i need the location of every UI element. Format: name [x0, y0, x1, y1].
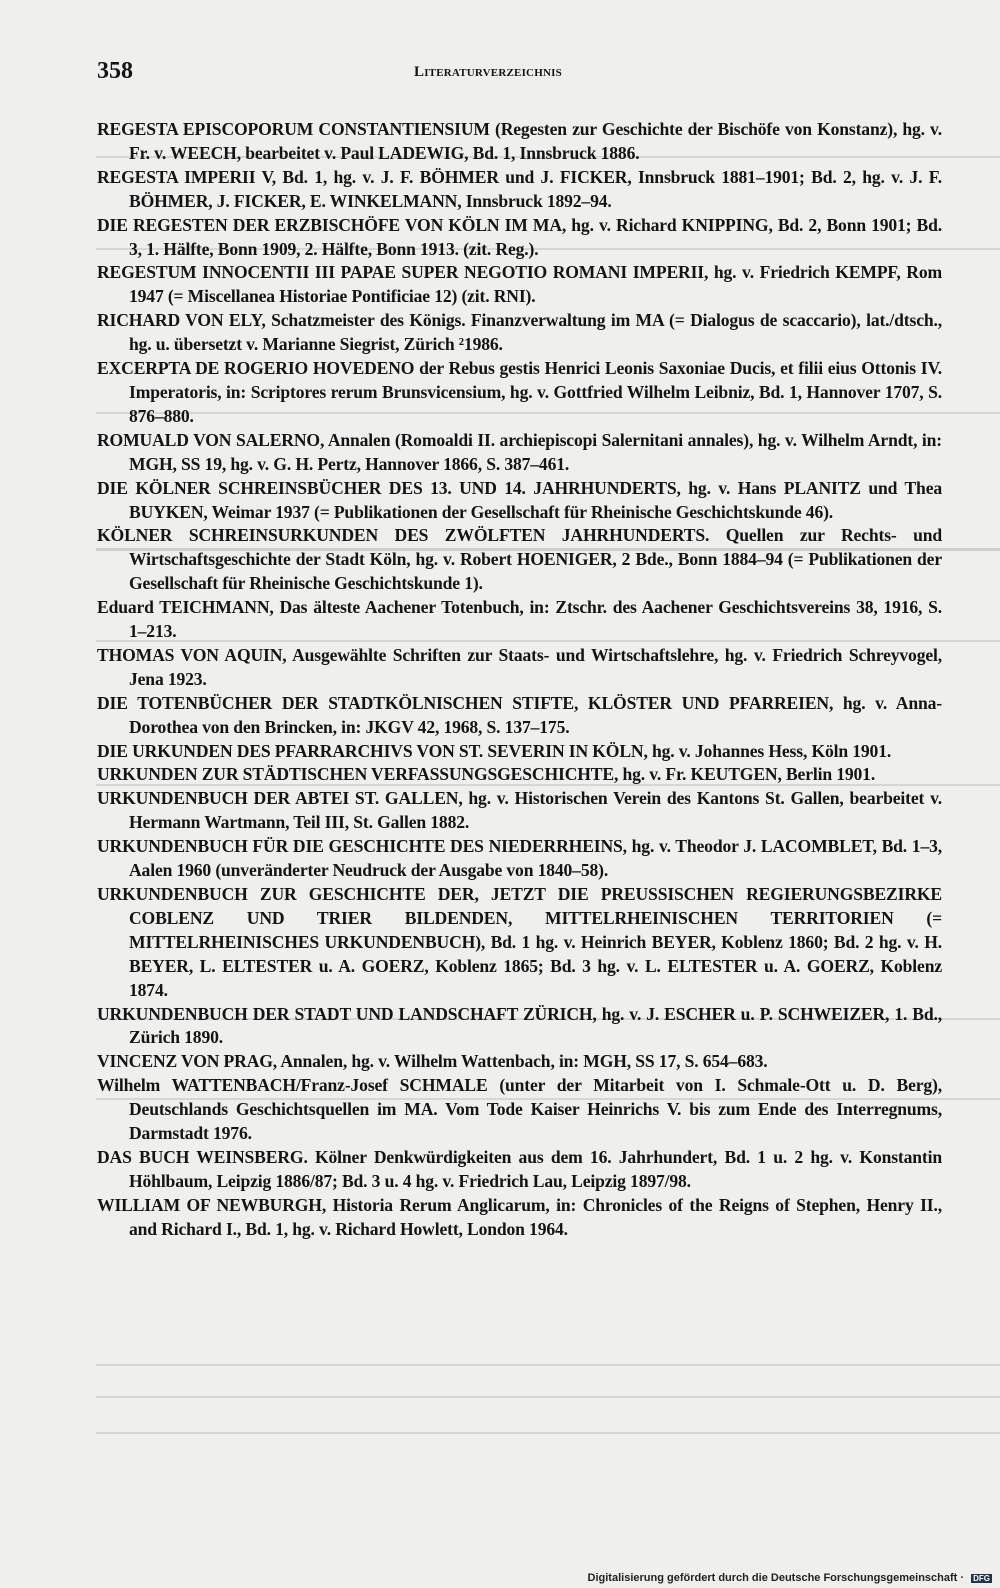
bibliography-entry: DIE URKUNDEN DES PFARRARCHIVS VON ST. SEVERIN IN KÖLN, hg. v. Johannes Hess, Köln 1901.	[97, 740, 892, 761]
footer-text: Digitalisierung gefördert durch die Deutsche Forschungsgemeinschaft ·	[587, 1572, 965, 1584]
bleed-through-line	[96, 1396, 1000, 1398]
page-header	[97, 58, 942, 88]
running-title: Literaturverzeichnis	[414, 64, 562, 80]
bibliography-list	[97, 118, 942, 1242]
bibliography-entry: VINCENZ VON PRAG, Annalen, hg. v. Wilhelm Wattenbach, in: MGH, SS 17, S. 654–683.	[97, 1051, 768, 1072]
bibliography-entry: ROMUALD VON SALERNO, Annalen (Romoaldi II. archiepiscopi Salernitani annales), hg. v. Wilhelm Arndt, in: MGH, SS 19, hg. v. G. H. Pertz, Hannover 1866, S. 387–461.	[97, 429, 942, 474]
bibliography-entry: RICHARD VON ELY, Schatzmeister des Königs. Finanzverwaltung im MA (= Dialogus de scaccario), lat./dtsch., hg. u. übersetzt v. Marianne Siegrist, Zürich ²1986.	[97, 310, 942, 355]
bibliography-entry: URKUNDENBUCH DER ABTEI ST. GALLEN, hg. v. Historischen Verein des Kantons St. Gallen, bearbeitet v. Hermann Wartmann, Teil III, St. Gallen 1882.	[97, 788, 942, 833]
bibliography-entry: URKUNDENBUCH FÜR DIE GESCHICHTE DES NIEDERRHEINS, hg. v. Theodor J. LACOMBLET, Bd. 1–3, Aalen 1960 (unveränderter Neudruck der Ausgabe von 1840–58).	[97, 836, 942, 881]
bibliography-entry: REGESTA IMPERII V, Bd. 1, hg. v. J. F. BÖHMER und J. FICKER, Innsbruck 1881–1901; Bd. 2, hg. v. J. F. BÖHMER, J. FICKER, E. WINKELMANN, Innsbruck 1892–94.	[97, 166, 942, 211]
bibliography-entry: URKUNDENBUCH DER STADT UND LANDSCHAFT ZÜRICH, hg. v. J. ESCHER u. P. SCHWEIZER, 1. Bd., Zürich 1890.	[97, 1003, 942, 1048]
dfg-logo: DFG	[973, 1573, 990, 1583]
bibliography-entry: URKUNDENBUCH ZUR GESCHICHTE DER, JETZT DIE PREUSSISCHEN REGIERUNGSBEZIRKE COBLENZ UND TRIER BILDENDEN, MITTELRHEINISCHEN TERRITORIEN (= MITTELRHEINISCHES URKUNDENBUCH), Bd. 1 hg. v. Heinrich BEYER, Koblenz 1860; Bd. 2 hg. v. H. BEYER, L. ELTESTER u. A. GOERZ, Koblenz 1865; Bd. 3 hg. v. L. ELTESTER u. A. GOERZ, Koblenz 1874.	[97, 884, 942, 1000]
bibliography-entry: REGESTUM INNOCENTII III PAPAE SUPER NEGOTIO ROMANI IMPERII, hg. v. Friedrich KEMPF, Rom 1947 (= Miscellanea Historiae Pontificiae 12) (zit. RNI).	[97, 262, 942, 307]
bibliography-entry: THOMAS VON AQUIN, Ausgewählte Schriften zur Staats- und Wirtschaftslehre, hg. v. Friedrich Schreyvogel, Jena 1923.	[97, 644, 942, 689]
bibliography-entry: DIE REGESTEN DER ERZBISCHÖFE VON KÖLN IM MA, hg. v. Richard KNIPPING, Bd. 2, Bonn 1901; Bd. 3, 1. Hälfte, Bonn 1909, 2. Hälfte, Bonn 1913. (zit. Reg.).	[97, 214, 942, 259]
bibliography-entry: DIE KÖLNER SCHREINSBÜCHER DES 13. UND 14. JAHRHUNDERTS, hg. v. Hans PLANITZ und Thea BUYKEN, Weimar 1937 (= Publikationen der Gesellschaft für Rheinische Geschichtskunde 46).	[97, 477, 942, 522]
page-number: 358	[97, 58, 133, 84]
bleed-through-line	[96, 1432, 1000, 1434]
bibliography-entry: EXCERPTA DE ROGERIO HOVEDENO der Rebus gestis Henrici Leonis Saxoniae Ducis, et filii eius Ottonis IV. Imperatoris, in: Scriptores rerum Brunsvicensium, hg. v. Gottfried Wilhelm Leibniz, Bd. 1, Hannover 1707, S. 876–880.	[97, 358, 942, 426]
bibliography-entry: Eduard TEICHMANN, Das älteste Aachener Totenbuch, in: Ztschr. des Aachener Geschichtsvereins 38, 1916, S. 1–213.	[97, 597, 942, 642]
bibliography-entry: DAS BUCH WEINSBERG. Kölner Denkwürdigkeiten aus dem 16. Jahrhundert, Bd. 1 u. 2 hg. v. Konstantin Höhlbaum, Leipzig 1886/87; Bd. 3 u. 4 hg. v. Friedrich Lau, Leipzig 1897/98.	[97, 1146, 942, 1191]
bibliography-entry: KÖLNER SCHREINSURKUNDEN DES ZWÖLFTEN JAHRHUNDERTS. Quellen zur Rechts- und Wirtschaftsgeschichte der Stadt Köln, hg. v. Robert HOENIGER, 2 Bde., Bonn 1884–94 (= Publikationen der Gesellschaft für Rheinische Geschichtskunde 1).	[97, 525, 942, 594]
bibliography-entry: URKUNDEN ZUR STÄDTISCHEN VERFASSUNGSGESCHICHTE, hg. v. Fr. KEUTGEN, Berlin 1901.	[97, 764, 876, 785]
digitization-footer	[588, 1572, 992, 1584]
bibliography-entry: WILLIAM OF NEWBURGH, Historia Rerum Anglicarum, in: Chronicles of the Reigns of Stephen, Henry II., and Richard I., Bd. 1, hg. v. Richard Howlett, London 1964.	[97, 1194, 942, 1239]
bibliography-entry: DIE TOTENBÜCHER DER STADTKÖLNISCHEN STIFTE, KLÖSTER UND PFARREIEN, hg. v. Anna-Dorothea von den Brincken, in: JKGV 42, 1968, S. 137–175.	[97, 692, 942, 737]
bleed-through-line	[96, 1364, 1000, 1366]
bibliography-entry: Wilhelm WATTENBACH/Franz-Josef SCHMALE (unter der Mitarbeit von I. Schmale-Ott u. D. Berg), Deutschlands Geschichtsquellen im MA. Vom Tode Kaiser Heinrichs V. bis zum Ende des Interregnums, Darmstadt 1976.	[97, 1075, 942, 1144]
bibliography-entry: REGESTA EPISCOPORUM CONSTANTIENSIUM (Regesten zur Geschichte der Bischöfe von Konstanz), hg. v. Fr. v. WEECH, bearbeitet v. Paul LADEWIG, Bd. 1, Innsbruck 1886.	[97, 119, 942, 163]
